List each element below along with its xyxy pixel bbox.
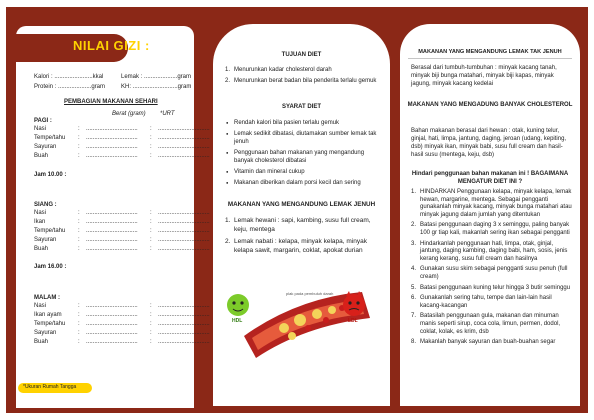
row-colon: : xyxy=(150,228,152,234)
row-colon: : xyxy=(78,312,80,318)
cholesterol-text: Bahan makanan berasal dari hewan : otak, kuning telur, ginjal, hati, limpa, jantung, daging, jeroan (udang, kepiting, dsb) minyak ikan, minyak babi, susu full cream dan hasil-hasil susu (mentega, keju, dsb) xyxy=(411,128,567,158)
row-fill-line: ............................... xyxy=(86,330,138,336)
meal-item-label: Ikan xyxy=(34,219,46,225)
meal-item-label: Buah xyxy=(34,339,49,345)
row-fill-line: ............................... xyxy=(86,126,138,132)
syarat-item: ● Lemak sedikit dibatasi, diutamakan sumber lemak tak jenuh xyxy=(234,130,385,146)
row-colon: : xyxy=(78,219,80,225)
row-colon: : xyxy=(78,228,80,234)
row-colon: : xyxy=(150,303,152,309)
diet-step: 8. Makanlah banyak sayuran dan buah-buahan segar xyxy=(420,339,572,347)
ldl-eye-shape xyxy=(348,301,351,304)
row-colon: : xyxy=(150,153,152,159)
lemak-jenuh-item: 2. Lemak nabati : kelapa, minyak kelapa, minyak kelapa sawit, margarin, coklat, apokat durian xyxy=(234,237,385,255)
row-colon: : xyxy=(78,153,80,159)
meal-item-label: Ikan ayam xyxy=(34,312,62,318)
lemak-jenuh-title: MAKANAN YANG MENGANDUNG LEMAK JENUH xyxy=(227,201,376,208)
meal-item-label: Sayuran xyxy=(34,330,57,336)
tujuan-title: TUJUAN DIET xyxy=(281,52,322,58)
meal-item-label: Buah xyxy=(34,153,49,159)
meal-item-label: Sayuran xyxy=(34,144,57,150)
row-fill-line: ............................... xyxy=(86,219,138,225)
illustration-caption: plak pada pembuluh darah xyxy=(286,291,334,296)
meal-item-label: Nasi xyxy=(34,126,47,132)
hdl-label: HDL xyxy=(232,318,243,324)
row-colon: : xyxy=(78,330,80,336)
diet-step: 1. HINDARKAN Penggunaan kelapa, minyak kelapa, lemak hewan, margarine, mentega. Sebagai pengganti gunakanlah minyak kacang, minyak bunga matahari atau minyak jagung dalam jumlah yang ditentukan xyxy=(420,189,572,219)
row-colon: : xyxy=(78,126,80,132)
tujuan-item: 1. Menurunkan kadar cholesterol darah xyxy=(234,66,385,74)
pembagian-title: PEMBAGIAN MAKANAN SEHARI xyxy=(64,99,158,105)
row-fill-line: ............................... xyxy=(158,246,210,252)
row-fill-line: ............................... xyxy=(158,144,210,150)
syarat-item: ● Vitamin dan mineral cukup xyxy=(234,168,385,176)
row-colon: : xyxy=(150,126,152,132)
row-fill-line: ............................... xyxy=(86,321,138,327)
meal-item-label: Nasi xyxy=(34,303,47,309)
row-fill-line: ............................... xyxy=(86,153,138,159)
row-colon: : xyxy=(78,237,80,243)
plaque-shape xyxy=(328,306,336,314)
row-colon: : xyxy=(150,144,152,150)
hindari-title: Hindari penggunaan bahan makanan ini ! BAGAIMANA MENGATUR DIET INI ? xyxy=(411,171,569,185)
row-colon: : xyxy=(78,321,80,327)
syarat-item: ● Rendah kalori bila pasien terlalu gemuk xyxy=(234,119,385,127)
row-fill-line: ............................... xyxy=(158,228,210,234)
ldl-eye-shape xyxy=(356,301,359,304)
row-colon: : xyxy=(150,135,152,141)
row-fill-line: ............................... xyxy=(86,312,138,318)
meal-item-label: Tempe/tahu xyxy=(34,321,66,327)
diet-step: 2. Batasi penggunaan daging 3 x seminggu, paling banyak 100 gr tiap kali, makanlah sering ikan sebagai pengganti xyxy=(420,222,572,237)
plaque-shape xyxy=(279,323,289,333)
nilai-gizi-banner xyxy=(16,34,150,62)
meal-heading-malam: MALAM : xyxy=(34,295,60,301)
meal-item-label: Buah xyxy=(34,246,49,252)
row-fill-line: ............................... xyxy=(158,210,210,216)
meal-item-label: Nasi xyxy=(34,210,47,216)
meal-item-label: Tempe/tahu xyxy=(34,228,66,234)
row-colon: : xyxy=(78,144,80,150)
meal-heading-siang: SIANG : xyxy=(34,202,57,208)
row-fill-line: ............................... xyxy=(158,330,210,336)
row-colon: : xyxy=(78,246,80,252)
diet-step: 6. Gunakanlah sering tahu, tempe dan lain-lain hasil kacang-kacangan xyxy=(420,295,572,310)
row-colon: : xyxy=(150,237,152,243)
diet-step: 7. Batasilah penggunaan gula, makanan dan minuman manis seperti sirup, coca cola, limun, permen, dodol, coklat, kolak, es krim, dsb xyxy=(420,313,572,336)
syarat-title: SYARAT DIET xyxy=(281,104,321,110)
row-fill-line: ............................... xyxy=(158,321,210,327)
row-fill-line: ............................... xyxy=(86,237,138,243)
row-colon: : xyxy=(150,219,152,225)
row-fill-line: ............................... xyxy=(86,339,138,345)
syarat-item: ● Makanan diberikan dalam porsi kecil dan sering xyxy=(234,179,385,187)
row-fill-line: ............................... xyxy=(158,219,210,225)
row-colon: : xyxy=(150,330,152,336)
protein-field: Protein : ....................gram xyxy=(34,84,106,90)
footnote-badge xyxy=(18,383,92,393)
row-fill-line: ............................... xyxy=(86,303,138,309)
meal-item-label: Sayuran xyxy=(34,237,57,243)
plaque-shape xyxy=(312,309,322,319)
diet-step: 5. Batasi penggunaan kuning telur hingga 3 butir seminggu xyxy=(420,285,572,293)
row-colon: : xyxy=(78,135,80,141)
col-berat: Berat (gram) xyxy=(112,111,146,117)
col-urt: *URT xyxy=(160,111,175,117)
tujuan-item: 2. Menurunkan berat badan bila penderita terlalu gemuk xyxy=(234,77,385,85)
row-fill-line: ............................... xyxy=(86,246,138,252)
row-fill-line: ............................... xyxy=(158,339,210,345)
row-colon: : xyxy=(78,303,80,309)
row-colon: : xyxy=(78,339,80,345)
row-fill-line: ............................... xyxy=(158,312,210,318)
ldl-label: LDL xyxy=(348,318,358,324)
tak-jenuh-text: Berasal dari tumbuh-tumbuhan : minyak kacang tanah, minyak biji bunga matahari, minyak biji kapas, minyak jagung, minyak kacang kedelai xyxy=(411,65,557,87)
divider xyxy=(408,58,572,59)
row-fill-line: ............................... xyxy=(86,228,138,234)
row-fill-line: ............................... xyxy=(158,153,210,159)
plaque-shape xyxy=(294,314,306,326)
lemak-jenuh-item: 1. Lemak hewani : sapi, kambing, susu full cream, keju, mentega xyxy=(234,216,385,234)
row-fill-line: ............................... xyxy=(158,303,210,309)
row-fill-line: ............................... xyxy=(86,135,138,141)
row-fill-line: ............................... xyxy=(158,237,210,243)
row-colon: : xyxy=(150,339,152,345)
meal-heading-pagi: PAGI : xyxy=(34,118,52,124)
meal-heading-jam10: Jam 10.00 : xyxy=(34,172,67,178)
tak-jenuh-title: MAKANAN YANG MENGANDUNG LEMAK TAK JENUH xyxy=(418,49,562,55)
row-colon: : xyxy=(150,246,152,252)
plaque-shape xyxy=(288,332,296,340)
ldl-icon xyxy=(343,294,365,316)
hdl-icon xyxy=(227,294,249,316)
row-fill-line: ............................... xyxy=(86,210,138,216)
syarat-item: ● Penggunaan bahan makanan yang mengandung banyak cholesterol dibatasi xyxy=(234,149,385,165)
row-fill-line: ............................... xyxy=(158,126,210,132)
blood-cell-shape xyxy=(305,325,311,331)
meal-item-label: Tempe/tahu xyxy=(34,135,66,141)
row-fill-line: ............................... xyxy=(158,135,210,141)
blood-cell-shape xyxy=(323,317,329,323)
lemak-field: Lemak : ....................gram xyxy=(121,74,192,80)
kalori-field: Kalori : .......................kkal xyxy=(34,74,104,80)
row-colon: : xyxy=(150,312,152,318)
diet-step: 4. Gunakan susu skim sebagai pengganti susu penuh (full cream) xyxy=(420,266,572,281)
hdl-eye-shape xyxy=(240,301,243,304)
row-colon: : xyxy=(150,210,152,216)
diet-step: 3. Hindarkanlah penggunaan hati, limpa, otak, ginjal, jantung, daging kambing, daging babi, ham, sosis, jenis kerang kerang, susu full cream dan hasilnya xyxy=(420,241,572,264)
row-colon: : xyxy=(150,321,152,327)
kh-field: KH: ...........................gram xyxy=(121,84,192,90)
cholesterol-title: MAKANAN YANG MENGADUNG BANYAK CHOLESTEROL xyxy=(407,102,573,108)
row-colon: : xyxy=(78,210,80,216)
nilai-gizi-title: NILAI GIZI : xyxy=(73,38,150,53)
row-fill-line: ............................... xyxy=(86,144,138,150)
hdl-eye-shape xyxy=(232,301,235,304)
meal-heading-jam16: Jam 16.00 : xyxy=(34,264,67,270)
footnote-text: *Ukuran Rumah Tangga xyxy=(23,384,77,390)
